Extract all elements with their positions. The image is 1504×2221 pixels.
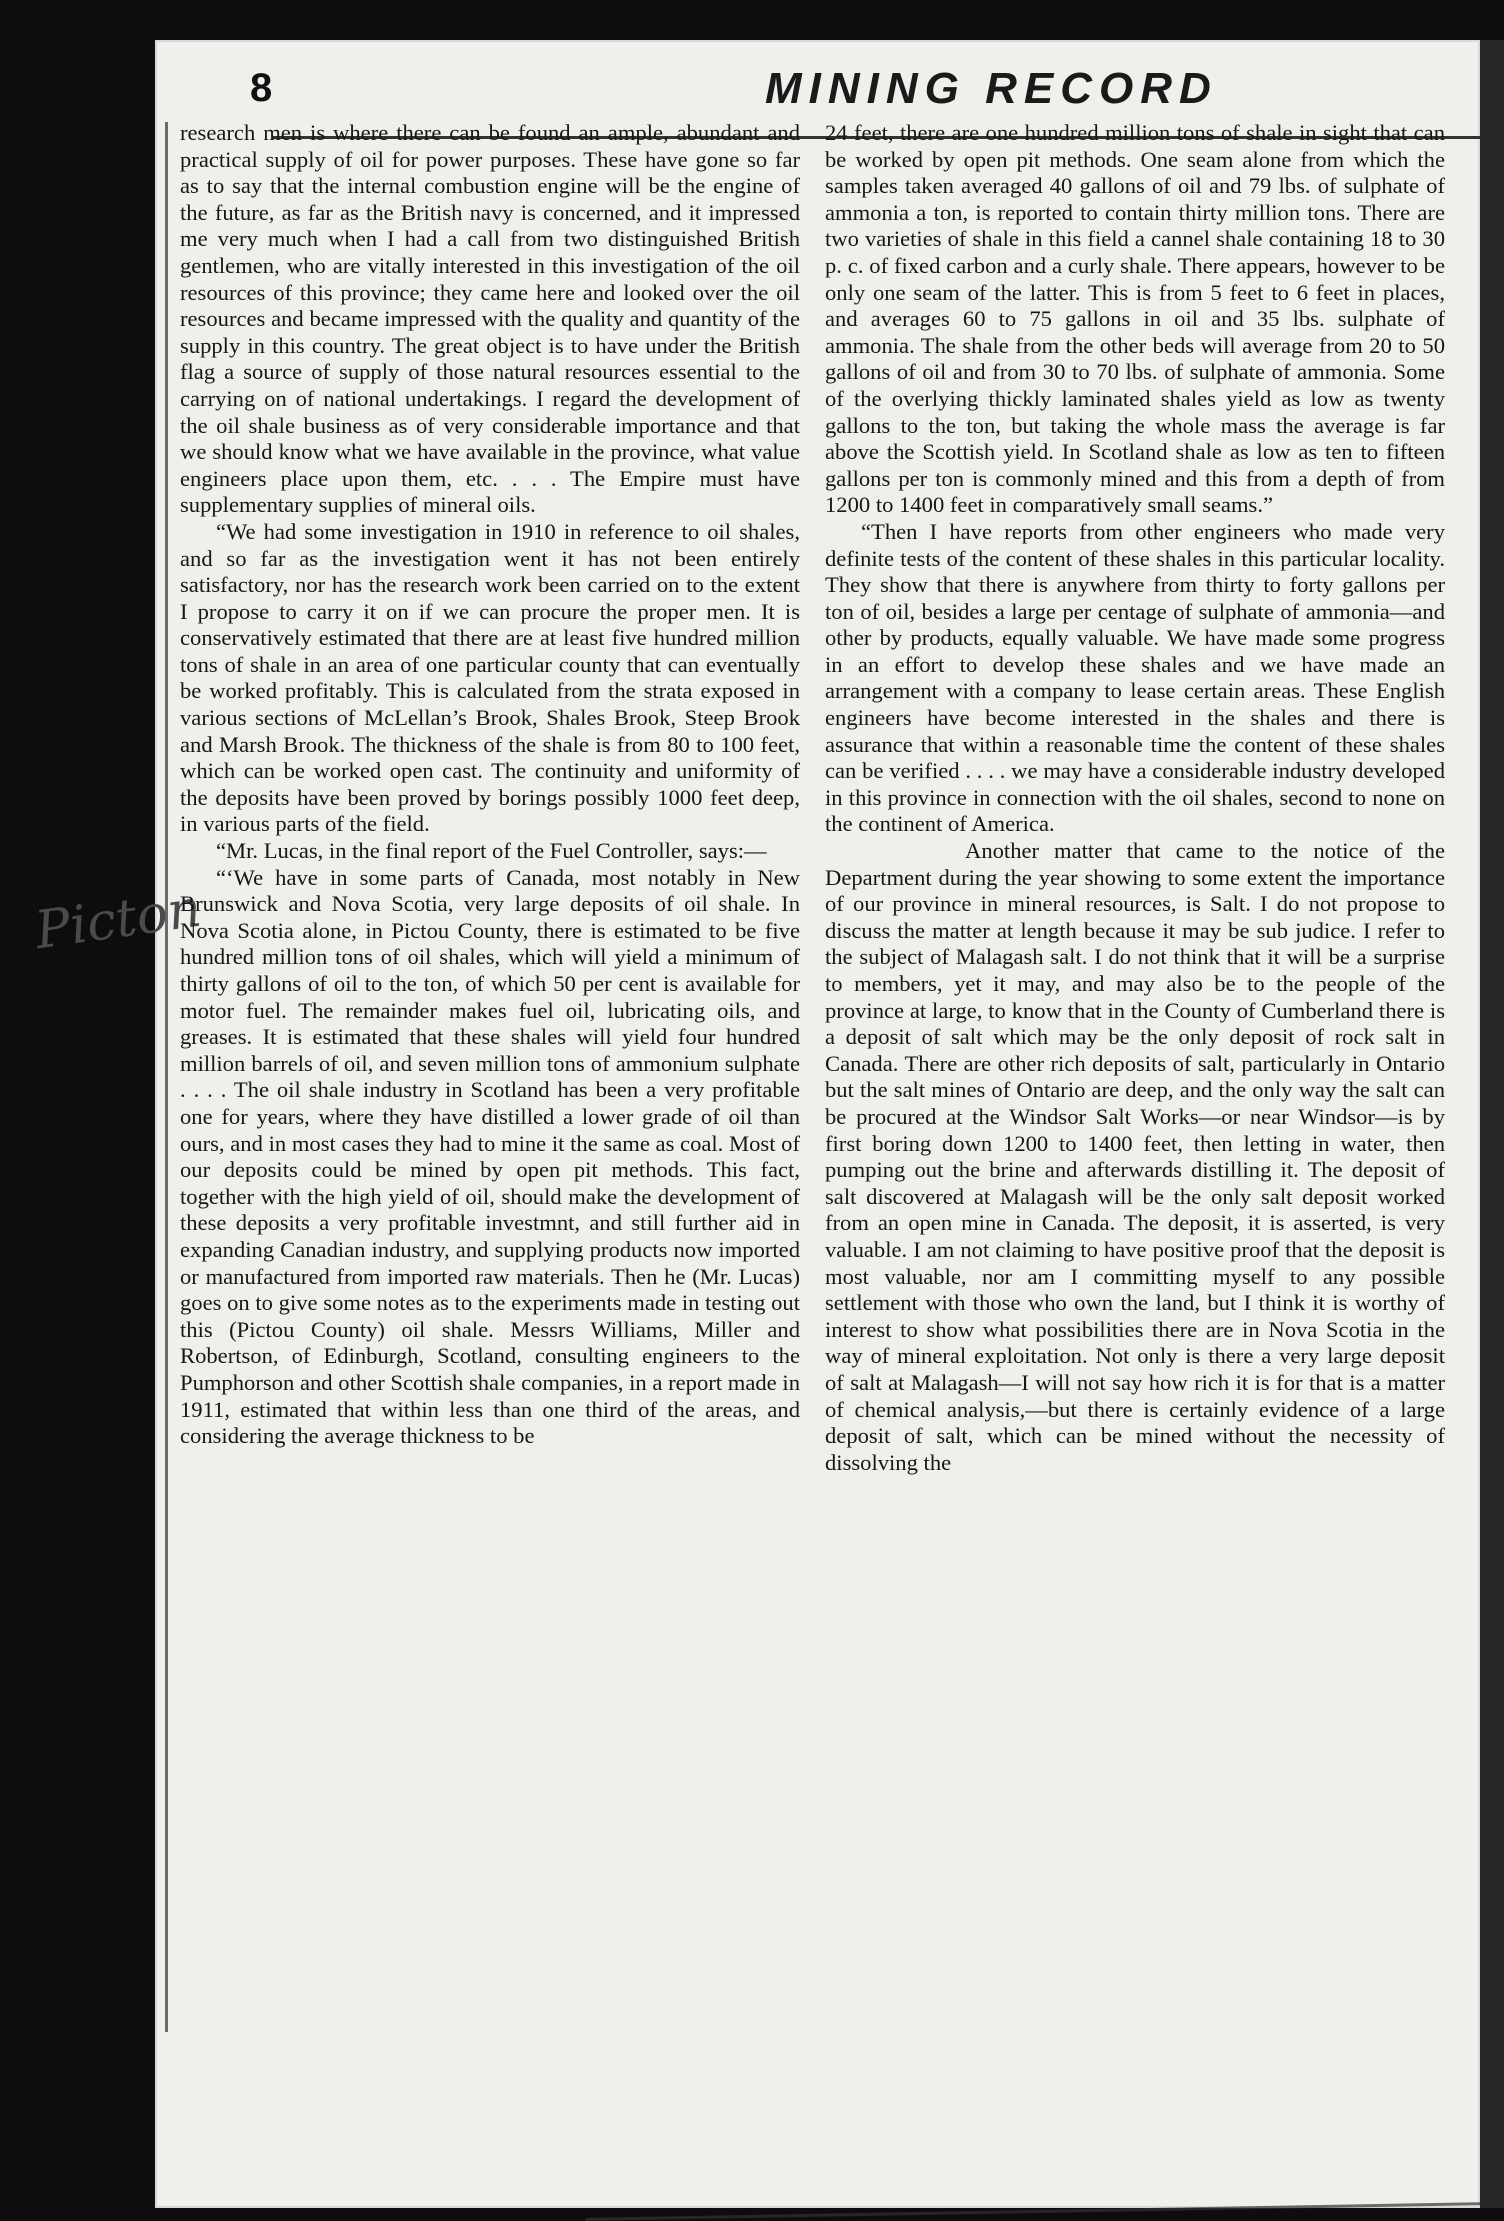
paragraph: “Then I have reports from other engineers who made very definite tests of the content of these shales in this particular locality. They show that there is anywhere from thirty to forty gallons per ton of oil, besides a large per centage of sulphate of ammonia—and other by products, equally valuable. We have made some progress in an effort to develop these shales and we have made an arrangement with a company to lease certain areas. These English engineers have become interested in the shales and there is assurance that within a reasonable time the content of these shales can be verified . . . . we may have a considerable industry developed in this province in connection with the oil shales, second to none on the continent of America.	[825, 518, 1445, 837]
margin-bracket	[165, 122, 172, 2032]
page-number: 8	[250, 66, 273, 110]
handwritten-margin-note: Picton	[31, 878, 205, 962]
running-head: MINING RECORD	[765, 64, 1218, 113]
paragraph: “We had some investigation in 1910 in reference to oil shales, and so far as the investigation went it has not been entirely satisfactory, nor has the research work been carried on to the extent I propose to carry it on if we can procure the proper men. It is conservatively estimated that there are at least five hundred million tons of shale in an area of one particular county that can eventually be worked profitably. This is calculated from the strata exposed in various sections of McLellan’s Brook, Shales Brook, Steep Brook and Marsh Brook. The thickness of the shale is from 80 to 100 feet, which can be worked open cast. The continuity and uniformity of the deposits have been proved by borings possibly 1000 feet deep, in various parts of the field.	[180, 518, 800, 837]
paragraph: research men is where there can be found an ample, abundant and practical supply of oil for power purposes. These have gone so far as to say that the internal combustion engine will be the engine of the future, as far as the British navy is concerned, and it impressed me very much when I had a call from two distinguished British gentlemen, who are vitally interested in this investigation of the oil resources of this province; they came here and looked over the oil resources and became impressed with the quality and quantity of the supply in this country. The great object is to have under the British flag a source of supply of those natural resources essential to the carrying on of national undertakings. I regard the development of the oil shale business as of very considerable importance and that we should know what we have available in the province, what value engineers place upon them, etc. . . . The Empire must have supplementary supplies of mineral oils.	[180, 120, 800, 518]
paragraph: “‘We have in some parts of Canada, most notably in New Brunswick and Nova Scotia, very large deposits of oil shale. In Nova Scotia alone, in Pictou County, there is estimated to be five hundred million tons of oil shales, which will yield a minimum of thirty gallons of oil to the ton, of which 50 per cent is available for motor fuel. The remainder makes fuel oil, lubricating oils, and greases. It is estimated that these shales will yield four hundred million barrels of oil, and seven million tons of ammonium sulphate . . . . The oil shale industry in Scotland has been a very profitable one for years, where they have distilled a lower grade of oil than ours, and in most cases they had to mine it the same as coal. Most of our deposits could be mined by open pit methods. This fact, together with the high yield of oil, should make the development of these deposits a very profitable investmnt, and still further aid in expanding Canadian industry, and supplying products now imported or manufactured from imported raw materials. Then he (Mr. Lucas) goes on to give some notes as to the experiments made in testing out this (Pictou County) oil shale. Messrs Williams, Miller and Robertson, of Edinburgh, Scotland, consulting engineers to the Pumphorson and other Scottish shale companies, in a report made in 1911, estimated that within less than one third of the areas, and considering the average thickness to be	[180, 864, 800, 1449]
document-page	[31, 40, 1480, 2208]
right-column	[825, 120, 1445, 2040]
scan-edge	[1480, 40, 1504, 2208]
left-column	[180, 120, 800, 2040]
paragraph: Another matter that came to the notice of the Department during the year showing to some extent the importance of our province in mineral resources, is Salt. I do not propose to discuss the matter at length because it may be sub judice. I refer to the subject of Malagash salt. I do not think that it will be a surprise to members, yet it may, and may also be to the people of the province at large, to know that in the County of Cumberland there is a deposit of salt which may be the only deposit of rock salt in Canada. There are other rich deposits of salt, particularly in Ontario but the salt mines of Ontario are deep, and the only way the salt can be procured at the Windsor Salt Works—or near Windsor—is by first boring down 1200 to 1400 feet, then letting in water, then pumping out the brine and afterwards distilling it. The deposit of salt discovered at Malagash will be the only salt deposit worked from an open mine in Canada. The deposit, it is asserted, is very valuable. I am not claiming to have positive proof that the deposit is most valuable, nor am I committing myself to any possible settlement with those who own the land, but I think it is worthy of interest to show what possibilities there are in Nova Scotia in the way of mineral exploitation. Not only is there a very large deposit of salt at Malagash—I will not say how rich it is for that is a matter of chemical analysis,—but there is certainly evidence of a large deposit of salt, which can be mined without the necessity of dissolving the	[825, 838, 1445, 1475]
paragraph: “Mr. Lucas, in the final report of the Fuel Controller, says:—	[216, 838, 767, 864]
handwritten-footer-scrawl	[585, 2162, 1486, 2221]
page-header	[250, 58, 1450, 122]
paragraph: 24 feet, there are one hundred million tons of shale in sight that can be worked by open pit methods. One seam alone from which the samples taken averaged 40 gallons of oil and 79 lbs. of sulphate of ammonia a ton, is reported to contain thirty million tons. There are two varieties of shale in this field a cannel shale containing 18 to 30 p. c. of fixed carbon and a curly shale. There appears, however to be only one seam of the latter. This is from 5 feet to 6 feet in places, and averages 60 to 75 gallons in oil and 35 lbs. sulphate of ammonia. The shale from the other beds will average from 20 to 50 gallons of oil and from 30 to 70 lbs. of sulphate of ammonia. Some of the overlying thickly laminated shales yield as low as twenty gallons to the ton, but taking the whole mass the average is far above the Scottish yield. In Scotland shale as low as ten to fifteen gallons per ton is commonly mined and this from a depth of from 1200 to 1400 feet in comparatively small seams.”	[825, 120, 1445, 518]
